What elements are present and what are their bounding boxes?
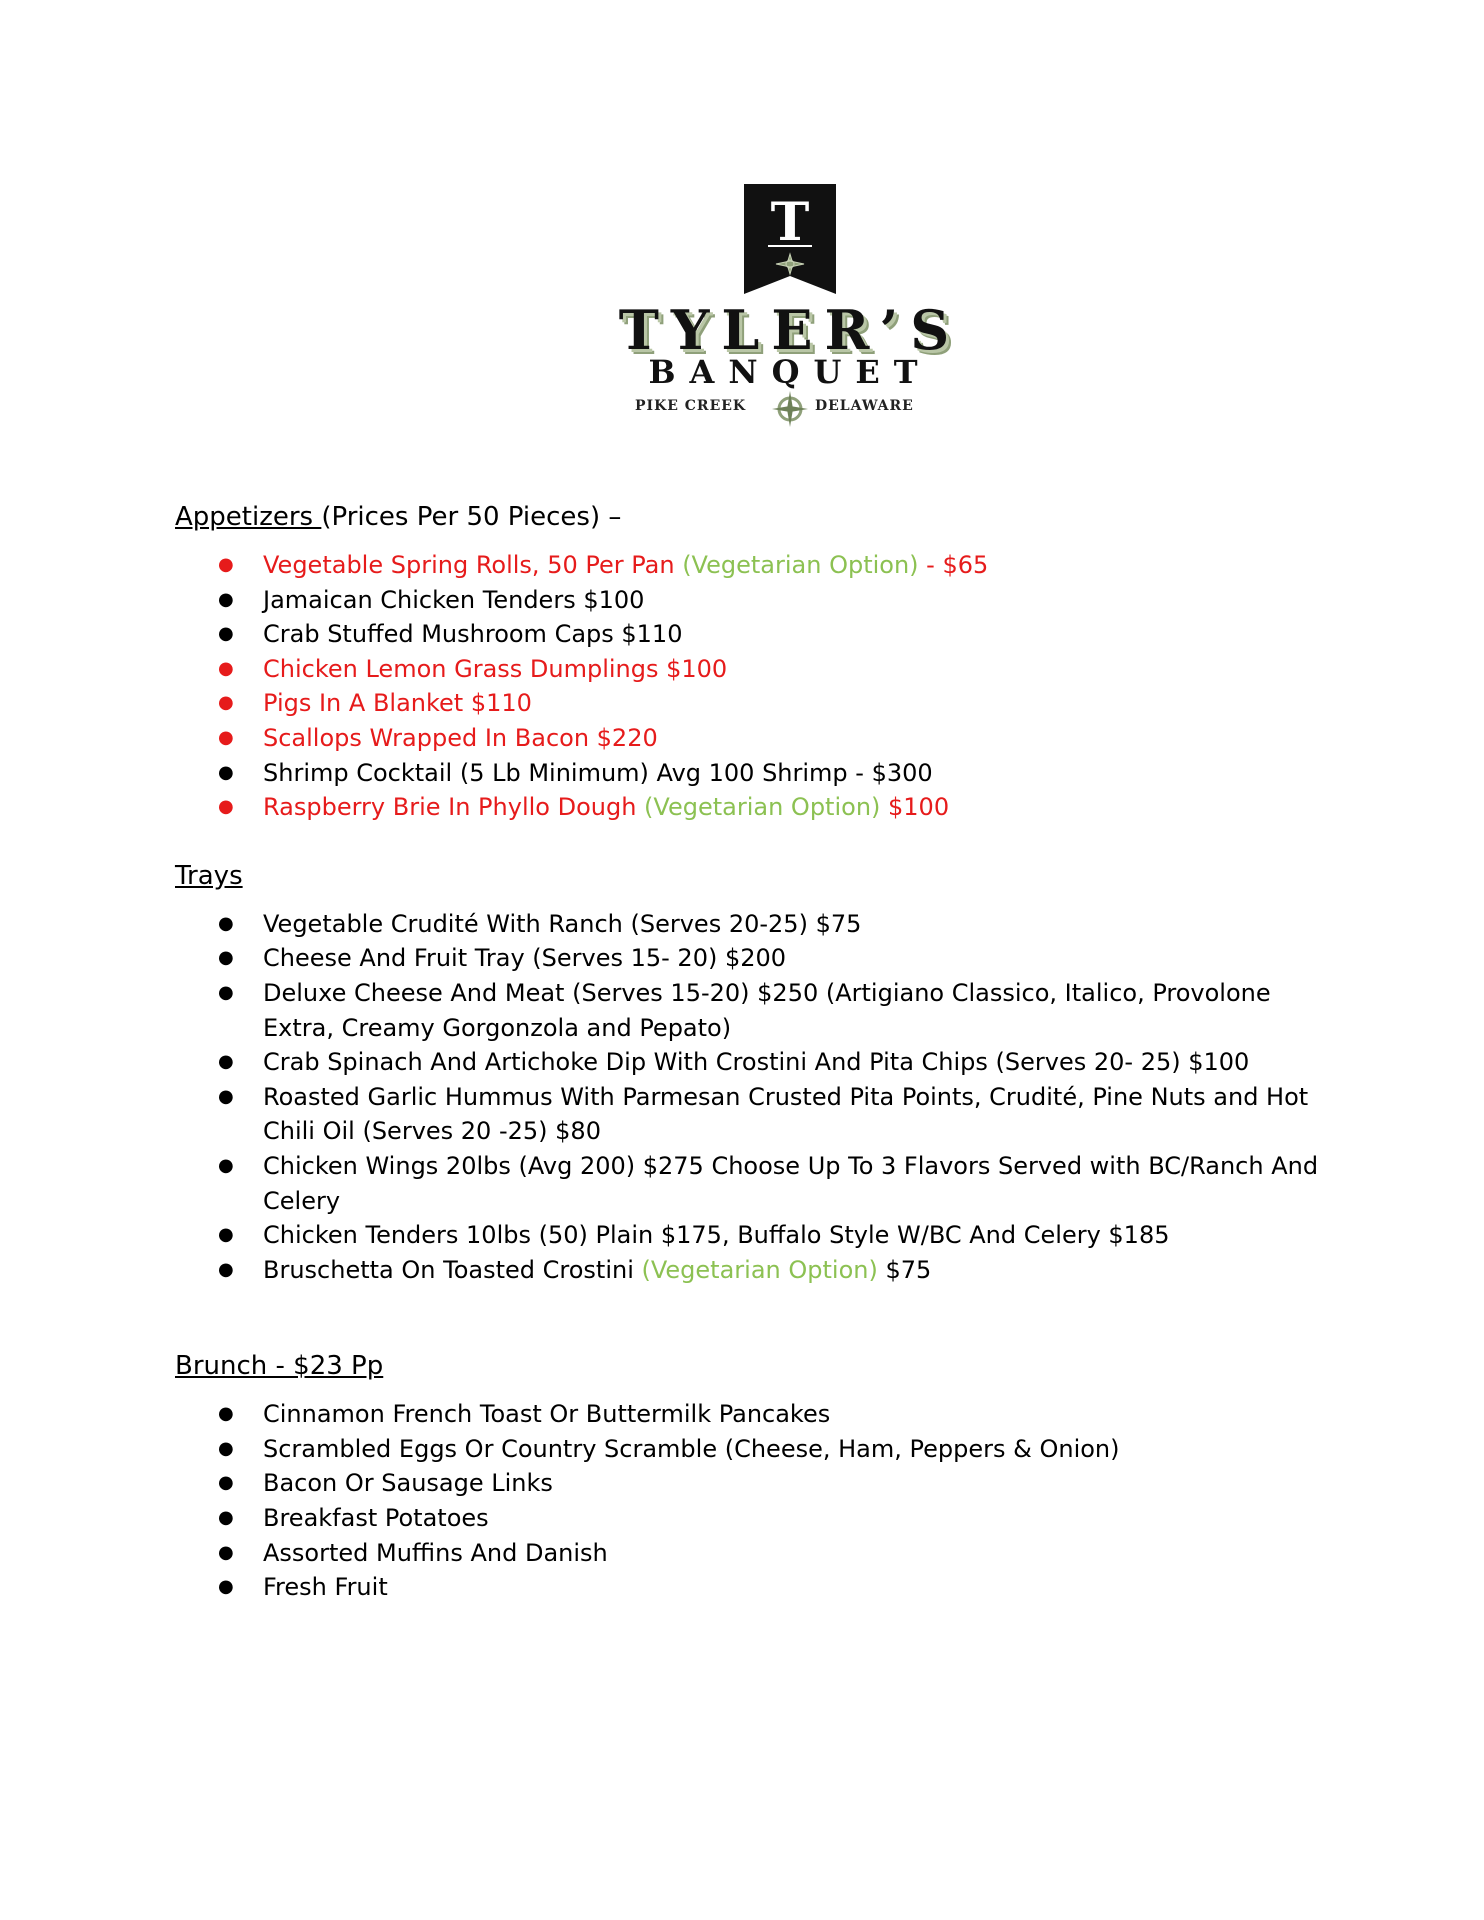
menu-item-text: Deluxe Cheese And Meat (Serves 15-20) $250 (Artigiano Classico, Italico, Provolone Extra, Creamy Gorgonzola and Pepato)	[263, 978, 1271, 1042]
menu-item	[263, 976, 1345, 1045]
menu-item-text: Vegetable Crudité With Ranch (Serves 20-25) $75	[263, 909, 862, 938]
menu-item-text: Assorted Muffins And Danish	[263, 1538, 608, 1567]
menu-item	[263, 941, 1345, 976]
trays-section	[175, 859, 1345, 1288]
menu-item-text: Fresh Fruit	[263, 1573, 388, 1602]
menu-item	[263, 1570, 1345, 1605]
trays-heading	[175, 859, 1345, 893]
brunch-list	[175, 1397, 1345, 1605]
menu-item	[263, 548, 1345, 583]
menu-item-text: Chicken Tenders 10lbs (50) Plain $175, Buffalo Style W/BC And Celery $185	[263, 1221, 1170, 1250]
menu-item-text: Pigs In A Blanket $110	[263, 689, 532, 718]
menu-item-text: Breakfast Potatoes	[263, 1504, 489, 1533]
menu-item	[263, 1218, 1345, 1253]
menu-item	[263, 1397, 1345, 1432]
menu-item	[263, 652, 1345, 687]
section-title: Brunch - $23 Pp	[175, 1351, 384, 1382]
appetizers-heading	[175, 500, 1345, 534]
compass-icon	[771, 390, 809, 428]
menu-item	[263, 1466, 1345, 1501]
menu-item-text: Bruschetta On Toasted Crostini	[263, 1255, 642, 1284]
menu-item-text: Scrambled Eggs Or Country Scramble (Cheese, Ham, Peppers & Onion)	[263, 1434, 1120, 1463]
menu-item	[263, 721, 1345, 756]
menu-item-text: Bacon Or Sausage Links	[263, 1469, 553, 1498]
menu-item	[263, 617, 1345, 652]
section-title: Trays	[175, 860, 243, 891]
menu-content	[175, 500, 1345, 1605]
appetizers-list	[175, 548, 1345, 825]
brunch-heading	[175, 1349, 1345, 1383]
menu-item-text: Scallops Wrapped In Bacon $220	[263, 723, 658, 752]
svg-text:T: T	[770, 192, 810, 253]
section-title: Appetizers	[175, 502, 322, 532]
menu-item-text: Crab Stuffed Mushroom Caps $110	[263, 620, 683, 649]
trays-list	[175, 907, 1345, 1288]
menu-item-text: Vegetable Spring Rolls, 50 Per Pan	[263, 551, 683, 579]
menu-item	[263, 686, 1345, 721]
menu-item-text: Crab Spinach And Artichoke Dip With Crostini And Pita Chips (Serves 20- 25) $100	[263, 1048, 1250, 1077]
brunch-section	[175, 1349, 1345, 1605]
menu-item	[263, 907, 1345, 942]
menu-item	[263, 1432, 1345, 1467]
menu-item-text: $100	[880, 793, 950, 822]
menu-item-text: Cinnamon French Toast Or Buttermilk Pancakes	[263, 1400, 831, 1429]
logo-wordmark: TYLER’S	[618, 298, 962, 362]
menu-item-text: $75	[877, 1255, 932, 1284]
monogram-flag-icon	[740, 184, 840, 304]
section-note: (Prices Per 50 Pieces) –	[321, 502, 622, 532]
menu-item	[263, 756, 1345, 791]
menu-item-text: (Vegetarian Option)	[641, 1255, 878, 1284]
menu-item	[263, 1080, 1345, 1149]
menu-item-text: - $65	[918, 551, 989, 579]
menu-item	[263, 790, 1345, 825]
menu-item-text: Chicken Wings 20lbs (Avg 200) $275 Choose Up To 3 Flavors Served with BC/Ranch And Celery	[263, 1151, 1319, 1215]
menu-item	[263, 1501, 1345, 1536]
tylers-banquet-logo	[590, 180, 990, 420]
menu-item-text: Shrimp Cocktail (5 Lb Minimum) Avg 100 Shrimp - $300	[263, 758, 933, 787]
menu-item-text: Raspberry Brie In Phyllo Dough	[263, 793, 645, 822]
menu-item-text: Jamaican Chicken Tenders $100	[263, 585, 645, 614]
appetizers-section	[175, 500, 1345, 825]
menu-item	[263, 1149, 1345, 1218]
menu-item	[263, 1536, 1345, 1571]
logo-location-right: DELAWARE	[815, 398, 914, 414]
menu-item	[263, 583, 1345, 618]
menu-item-text: Chicken Lemon Grass Dumplings $100	[263, 654, 728, 683]
menu-item-text: (Vegetarian Option)	[682, 551, 919, 579]
menu-item-text: (Vegetarian Option)	[644, 793, 881, 822]
menu-item-text: Cheese And Fruit Tray (Serves 15- 20) $200	[263, 944, 787, 973]
logo-subtitle: BANQUET	[648, 353, 932, 391]
menu-item	[263, 1253, 1345, 1288]
menu-item-text: Roasted Garlic Hummus With Parmesan Crusted Pita Points, Crudité, Pine Nuts and Hot Chili Oil (Serves 20 -25) $80	[263, 1082, 1309, 1146]
menu-item	[263, 1045, 1345, 1080]
logo-location-left: PIKE CREEK	[635, 398, 747, 414]
